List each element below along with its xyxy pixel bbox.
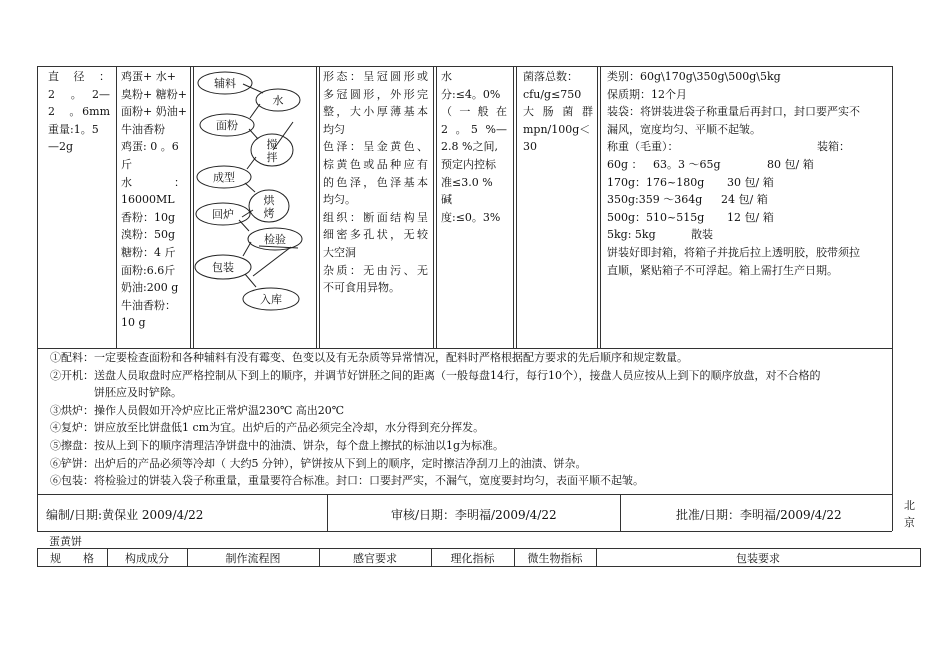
header-divider (920, 548, 921, 566)
flow-node-label: 搅拌 (266, 138, 278, 164)
header-flow: 制作流程图 (225, 552, 281, 565)
ingredient-line: 10 g (121, 316, 146, 330)
physchem-line: 分:≤4。0% (441, 87, 501, 101)
signature-bottom-border (37, 531, 892, 532)
packaging-line: 保质期：12个月 (607, 87, 687, 101)
signature-divider (620, 494, 621, 531)
header-sensory: 感官要求 (353, 552, 397, 565)
col-divider (116, 66, 117, 348)
header-micro: 微生物指标 (527, 552, 583, 565)
col-divider (513, 66, 514, 348)
packaging-line: 漏风，宽度均匀、平顺不起皱。 (607, 122, 761, 136)
note-line: ⑥铲饼：出炉后的产品必须等冷却（ 大约5 分钟），铲饼按从下到上的顺序，定时擦洁净刮刀上的油渍、饼杂。 (50, 456, 587, 470)
flow-node-label: 包装 (212, 261, 234, 274)
notes-bottom-border (37, 494, 892, 495)
col-divider (316, 66, 317, 348)
flow-node-label: 面粉 (216, 119, 238, 132)
sensory-line: 杂质：无由污、无 (323, 263, 428, 277)
flow-node-label: 检验 (264, 233, 286, 246)
ingredients-cell (121, 68, 185, 332)
ingredient-line: 水 ： (121, 175, 185, 189)
packaging-line: 类别：60g\170g\350g\500g\5kg (607, 70, 781, 83)
sensory-line: 大空洞 (323, 245, 356, 259)
col-divider (319, 66, 320, 348)
ingredient-line: 溴粉：50g (121, 228, 176, 242)
col-divider (600, 66, 601, 348)
sensory-line: 均匀 (323, 122, 345, 136)
physchem-line: 准≤3.0 % (441, 175, 493, 189)
sensory-line: 组织：断面结构呈 (323, 210, 428, 224)
sensory-line: 整，大小厚薄基本 (323, 105, 428, 119)
table-right-border (892, 66, 893, 531)
row-box: 80 包/ 箱 (767, 157, 814, 171)
header-spec: 规 格 (50, 552, 94, 565)
ingredient-line: 牛油香粉 (121, 122, 165, 136)
flow-node-label: 回炉 (212, 208, 234, 221)
header-ingredients: 构成成分 (125, 552, 169, 565)
spec-line: 2 。 2— (48, 87, 110, 101)
ingredient-line: 16000ML (121, 193, 175, 207)
spec-line: 2 。6mm (48, 105, 110, 119)
ingredient-line: 面粉:6.6斤 (121, 263, 176, 277)
packaging-line: 装袋：将饼装进袋子称重量后再封口，封口要严实不 (607, 105, 860, 119)
ingredient-line: 奶油:200 g (121, 281, 179, 295)
physchem-line: 碱 (441, 193, 452, 207)
ingredient-line: 斤 (121, 157, 132, 171)
sensory-line: 均匀。 (323, 193, 356, 207)
spec-line: 直 径 ： (48, 70, 110, 83)
ingredient-line: 臭粉+ 糖粉+ (121, 87, 187, 101)
ingredient-line: 鸡蛋: 0 。6 (121, 140, 179, 154)
signature-divider (327, 494, 328, 531)
physchem-line: （ 一 般 在 (441, 105, 507, 119)
physchem-cell (441, 68, 507, 226)
flow-connector (243, 242, 251, 256)
physchem-line: 度:≤0。3% (441, 210, 501, 224)
row-spec: 5kg: 5kg (607, 228, 656, 242)
row-spec: 170g：176~180g (607, 175, 705, 189)
physchem-line: 水 (441, 70, 452, 83)
micro-line: 大 肠 菌 群 (523, 105, 593, 119)
physchem-line: 2 。5 %— (441, 122, 507, 136)
physchem-line: 预定内控标 (441, 157, 496, 171)
side-char: 北 (904, 499, 915, 512)
note-line: 饼胚应及时铲除。 (94, 386, 182, 400)
flow-node-label: 水 (272, 94, 284, 107)
sensory-line: 形态：呈冠圆形或 (323, 70, 428, 83)
note-line: ④复炉：饼应放至比饼盘低1 cm为宜。出炉后的产品必须完全冷却，水分得到充分挥发。 (50, 421, 485, 435)
header-bottom-border (37, 566, 921, 567)
flow-chart (193, 66, 316, 348)
flow-connector (245, 183, 255, 192)
side-char: 京 (904, 516, 915, 529)
product-name: 蛋黄饼 (49, 535, 82, 548)
row-spec: 350g:359 ～364g (607, 193, 703, 207)
packaging-weight-header (607, 138, 887, 156)
weight-label: 称重（毛重）： (607, 140, 679, 154)
row-box: 30 包/ 箱 (727, 175, 774, 189)
spec-cell (48, 68, 110, 156)
micro-line: 30 (523, 140, 537, 154)
packaging-row (607, 156, 887, 174)
col-divider (433, 66, 434, 348)
packaging-cell (607, 68, 887, 279)
row-spec: 500g：510~515g (607, 210, 705, 224)
process-notes (50, 349, 890, 490)
ingredient-line: 鸡蛋+ 水+ (121, 70, 176, 83)
flow-connector (243, 84, 263, 93)
flow-connector (253, 247, 291, 276)
table-top-border (37, 66, 892, 67)
note-line: ②开机：送盘人员取盘时应严格控制从下到上的顺序，并调节好饼胚之间的距离（一般每盘14行，每行10个），接盘人员应按从上到下的顺序放盘，对不合格的 (50, 368, 821, 382)
col-divider (190, 66, 191, 348)
row-box: 24 包/ 箱 (721, 193, 768, 207)
micro-cell (523, 68, 593, 156)
flow-connector (245, 274, 256, 287)
row-box: 散装 (691, 228, 713, 242)
flow-connector (250, 104, 260, 118)
spec-line: 重量:1。5 (48, 122, 99, 136)
packaging-line: 直顺，紧贴箱子不可浮起。箱上需打生产日期。 (607, 263, 838, 277)
packaging-row (607, 226, 887, 244)
row-box: 12 包/ 箱 (727, 210, 774, 224)
micro-line: mpn/100g＜ (523, 122, 591, 136)
ingredient-line: 面粉+ 奶油+ (121, 105, 187, 119)
note-line: ①配料：一定要检查面粉和各种辅料有没有霉变、色变以及有无杂质等异常情况，配料时严格根据配方要求的先后顺序和规定数量。 (50, 351, 688, 364)
sensory-line: 多冠圆形，外形完 (323, 87, 428, 101)
approved-by: 批准/日期：李明福/2009/4/22 (676, 508, 842, 522)
micro-line: 菌落总数： (523, 70, 578, 83)
col-divider (597, 66, 598, 348)
packaging-row (607, 209, 887, 227)
sensory-line: 棕黄色或品种应有 (323, 157, 428, 171)
table-left-border (37, 66, 38, 531)
sensory-cell (323, 68, 428, 297)
packaging-line: 饼装好即封箱，将箱子并拢后拉上透明胶，胶带须拉 (607, 245, 860, 259)
reviewed-by: 审核/日期：李明福/2009/4/22 (391, 508, 557, 522)
spec-line: —2g (48, 140, 74, 154)
header-packaging: 包装要求 (736, 552, 780, 565)
ingredient-line: 牛油香粉： (121, 298, 176, 312)
prepared-by: 编制/日期:黄保业 2009/4/22 (46, 508, 204, 522)
physchem-line: 2.8 %之间, (441, 140, 498, 154)
flow-node-label: 成型 (213, 171, 235, 184)
header-top-border (37, 548, 921, 549)
sensory-line: 色泽：呈金黄色、 (323, 140, 428, 154)
col-divider (516, 66, 517, 348)
ingredient-line: 香粉：10g (121, 210, 176, 224)
row-spec: 60g ： (607, 157, 643, 171)
sensory-line: 的色泽，色泽基本 (323, 175, 428, 189)
note-line: ⑤擦盘：按从上到下的顺序清理洁净饼盘中的油渍、饼杂，每个盘上擦拭的标油以1g为标准。 (50, 438, 505, 452)
col-divider (436, 66, 437, 348)
packaging-row (607, 174, 887, 192)
sensory-line: 不可食用异物。 (323, 281, 400, 295)
box-label: 装箱： (817, 140, 850, 154)
note-line: ⑥包装：将检验过的饼装入袋子称重量，重量要符合标准。封口：口要封严实，不漏气，宽度要封均匀，表面平顺不起皱。 (50, 474, 644, 488)
flow-node-label: 入库 (260, 293, 282, 306)
flow-node-label: 辅料 (214, 77, 236, 90)
ingredient-line: 糖粉：4 斤 (121, 245, 176, 259)
note-line: ③烘炉：操作人员假如开冷炉应比正常炉温230℃ 高出20℃ (50, 403, 345, 417)
row-range: 63。3 ～65g (653, 157, 721, 171)
micro-line: cfu/g≤750 (523, 87, 582, 101)
side-text (904, 497, 915, 531)
sensory-line: 细密多孔状，无较 (323, 228, 428, 242)
flow-connector (239, 220, 249, 231)
header-physchem: 理化指标 (450, 552, 495, 565)
packaging-row (607, 191, 887, 209)
flow-node-label: 烘烤 (263, 194, 275, 220)
